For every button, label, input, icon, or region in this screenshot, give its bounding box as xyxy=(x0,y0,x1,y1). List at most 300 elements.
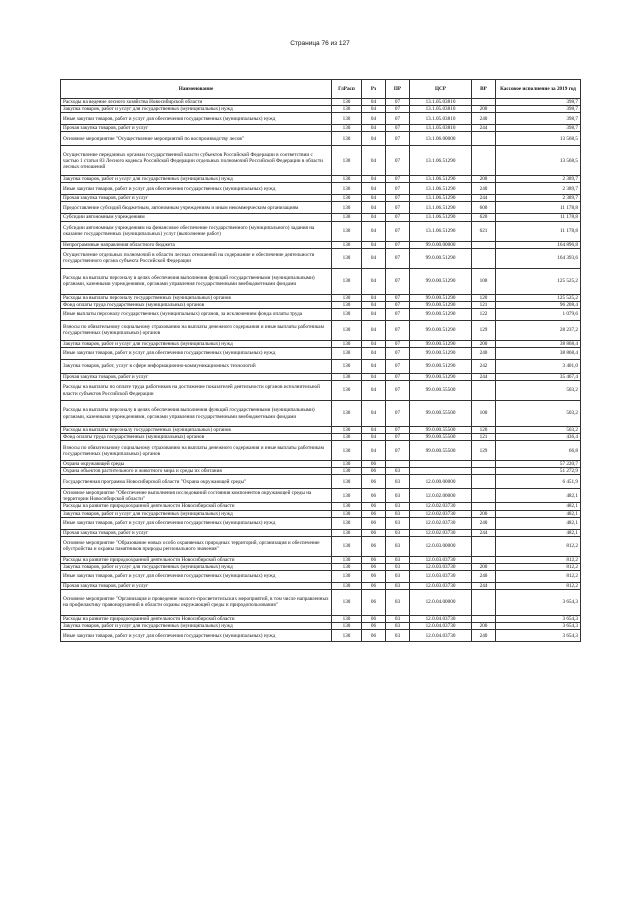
row-rz-cell: 06 xyxy=(362,503,386,510)
table-row xyxy=(61,401,581,427)
row-vr-cell xyxy=(472,536,496,556)
row-amount-cell: 482,1 xyxy=(496,503,581,510)
row-amount-cell: 482,1 xyxy=(496,510,581,517)
row-glrasp-cell: 130 xyxy=(332,248,362,268)
row-rz-cell: 06 xyxy=(362,510,386,517)
row-name-cell: Предоставление субсидий бюджетным, автономным учреждениям и иным некоммерческим организациям xyxy=(61,202,332,214)
row-amount-cell: 66,8 xyxy=(496,441,581,461)
row-amount-cell: 125 525,2 xyxy=(496,294,581,301)
row-pr-cell: 07 xyxy=(386,195,410,202)
row-rz-cell: 04 xyxy=(362,434,386,441)
table-row xyxy=(61,517,581,529)
row-rz-cell: 04 xyxy=(362,427,386,434)
table-row xyxy=(61,301,581,308)
row-rz-cell: 06 xyxy=(362,475,386,489)
row-glrasp-cell: 130 xyxy=(332,113,362,125)
row-vr-cell: 244 xyxy=(472,125,496,132)
row-csr-cell: 99.0.00.55500 xyxy=(410,427,472,434)
row-vr-cell: 122 xyxy=(472,308,496,320)
table-row xyxy=(61,441,581,461)
row-amount-cell: 6 451,9 xyxy=(496,475,581,489)
header-vr: ВР xyxy=(472,80,496,99)
row-pr-cell: 07 xyxy=(386,347,410,359)
table-row xyxy=(61,427,581,434)
table-row xyxy=(61,582,581,589)
row-vr-cell xyxy=(472,589,496,615)
table-row xyxy=(61,294,581,301)
row-glrasp-cell: 130 xyxy=(332,589,362,615)
row-vr-cell: 200 xyxy=(472,176,496,183)
row-amount-cell: 812,2 xyxy=(496,563,581,570)
row-vr-cell xyxy=(472,468,496,475)
row-name-cell: Фонд оплаты труда государственных (муниципальных) органов xyxy=(61,434,332,441)
row-vr-cell: 242 xyxy=(472,359,496,373)
row-csr-cell: 13.1.06.51290 xyxy=(410,183,472,195)
table-row xyxy=(61,503,581,510)
row-name-cell: Иные выплаты персоналу государственных (муниципальных) органов, за исключением фонда оплаты труда xyxy=(61,308,332,320)
row-csr-cell xyxy=(410,468,472,475)
row-vr-cell: 240 xyxy=(472,113,496,125)
row-amount-cell: 482,1 xyxy=(496,489,581,503)
row-pr-cell: 03 xyxy=(386,623,410,630)
table-row xyxy=(61,202,581,214)
row-csr-cell: 99.0.00.51290 xyxy=(410,359,472,373)
row-vr-cell: 200 xyxy=(472,340,496,347)
row-pr-cell: 07 xyxy=(386,441,410,461)
row-name-cell: Прочая закупка товаров, работ и услуг xyxy=(61,582,332,589)
row-amount-cell: 13 568,5 xyxy=(496,132,581,146)
row-pr-cell: 07 xyxy=(386,294,410,301)
row-rz-cell: 04 xyxy=(362,183,386,195)
row-glrasp-cell: 130 xyxy=(332,427,362,434)
row-glrasp-cell: 130 xyxy=(332,373,362,380)
row-vr-cell: 200 xyxy=(472,623,496,630)
row-pr-cell: 07 xyxy=(386,214,410,221)
row-pr-cell: 03 xyxy=(386,589,410,615)
row-rz-cell: 06 xyxy=(362,582,386,589)
row-amount-cell: 812,2 xyxy=(496,570,581,582)
row-rz-cell: 06 xyxy=(362,468,386,475)
row-pr-cell: 03 xyxy=(386,475,410,489)
row-glrasp-cell: 130 xyxy=(332,294,362,301)
header-rz: Рз xyxy=(362,80,386,99)
row-name-cell: Прочая закупка товаров, работ и услуг xyxy=(61,195,332,202)
row-vr-cell: 200 xyxy=(472,563,496,570)
table-row xyxy=(61,563,581,570)
row-csr-cell: 12.0.00.00000 xyxy=(410,475,472,489)
row-pr-cell: 07 xyxy=(386,359,410,373)
row-vr-cell: 240 xyxy=(472,570,496,582)
row-csr-cell: 99.0.00.51290 xyxy=(410,294,472,301)
row-amount-cell: 812,2 xyxy=(496,556,581,563)
table-row xyxy=(61,510,581,517)
row-amount-cell: 482,1 xyxy=(496,529,581,536)
row-rz-cell: 04 xyxy=(362,301,386,308)
row-pr-cell: 07 xyxy=(386,132,410,146)
row-glrasp-cell: 130 xyxy=(332,340,362,347)
table-row xyxy=(61,214,581,221)
row-glrasp-cell: 130 xyxy=(332,401,362,427)
row-name-cell: Расходы на выплаты по оплате труда работников на достижение показателей деятельности органов исполнительной власти субъектов Российской Федерации xyxy=(61,381,332,401)
row-glrasp-cell: 130 xyxy=(332,434,362,441)
row-pr-cell: 07 xyxy=(386,241,410,248)
header-name: Наименование xyxy=(61,80,332,99)
row-glrasp-cell: 130 xyxy=(332,221,362,241)
row-amount-cell: 398,7 xyxy=(496,125,581,132)
row-rz-cell: 04 xyxy=(362,132,386,146)
row-rz-cell: 06 xyxy=(362,529,386,536)
row-rz-cell: 04 xyxy=(362,401,386,427)
row-amount-cell: 3 654,3 xyxy=(496,615,581,622)
row-rz-cell: 04 xyxy=(362,359,386,373)
row-name-cell: Иные закупки товаров, работ и услуг для обеспечения государственных (муниципальных) нужд xyxy=(61,113,332,125)
row-glrasp-cell: 130 xyxy=(332,202,362,214)
row-vr-cell xyxy=(472,241,496,248)
row-csr-cell: 12.0.02.03730 xyxy=(410,529,472,536)
row-pr-cell: 07 xyxy=(386,308,410,320)
row-rz-cell: 04 xyxy=(362,99,386,106)
row-amount-cell: 812,2 xyxy=(496,536,581,556)
row-pr-cell: 07 xyxy=(386,373,410,380)
row-pr-cell: 07 xyxy=(386,99,410,106)
row-amount-cell: 38 868,4 xyxy=(496,347,581,359)
row-pr-cell: 07 xyxy=(386,268,410,294)
row-name-cell: Основное мероприятие "Образование новых особо охраняемых природных территорий, организация и обеспечение обустройства и охраны памятников природы регионального значения" xyxy=(61,536,332,556)
row-vr-cell: 129 xyxy=(472,441,496,461)
row-vr-cell: 244 xyxy=(472,195,496,202)
row-amount-cell: 1 079,6 xyxy=(496,308,581,320)
row-amount-cell: 3 654,3 xyxy=(496,623,581,630)
table-row xyxy=(61,570,581,582)
table-row xyxy=(61,268,581,294)
row-name-cell: Основное мероприятие "Организация и проведение эколого-просветительских мероприятий, в том числе направленных на профилактику правонарушений в области охраны окружающей среды и природопользования" xyxy=(61,589,332,615)
row-vr-cell: 240 xyxy=(472,630,496,642)
row-name-cell: Осуществление отдельных полномочий в области лесных отношений на содержание и обеспечение деятельности государственного органа субъекта Российской Федерации xyxy=(61,248,332,268)
table-row xyxy=(61,529,581,536)
row-vr-cell: 200 xyxy=(472,106,496,113)
row-csr-cell: 13.1.06.51290 xyxy=(410,214,472,221)
table-row xyxy=(61,248,581,268)
row-vr-cell: 621 xyxy=(472,221,496,241)
row-name-cell: Непрограммные направления областного бюджета xyxy=(61,241,332,248)
row-name-cell: Закупка товаров, работ и услуг для государственных (муниципальных) нужд xyxy=(61,176,332,183)
table-row xyxy=(61,132,581,146)
row-pr-cell: 03 xyxy=(386,570,410,582)
row-amount-cell: 35 467,4 xyxy=(496,373,581,380)
row-pr-cell: 07 xyxy=(386,427,410,434)
row-vr-cell: 100 xyxy=(472,401,496,427)
row-csr-cell: 12.0.03.03730 xyxy=(410,582,472,589)
row-glrasp-cell: 130 xyxy=(332,176,362,183)
row-amount-cell: 11 178,8 xyxy=(496,214,581,221)
row-vr-cell xyxy=(472,248,496,268)
row-pr-cell: 07 xyxy=(386,113,410,125)
row-csr-cell: 12.0.04.03730 xyxy=(410,615,472,622)
table-row xyxy=(61,468,581,475)
row-name-cell: Взносы по обязательному социальному страхованию на выплаты денежного содержания и иные выплаты работникам государственных (муниципальных) органов xyxy=(61,320,332,340)
row-rz-cell: 06 xyxy=(362,489,386,503)
row-pr-cell: 03 xyxy=(386,556,410,563)
table-row xyxy=(61,176,581,183)
row-pr-cell: 03 xyxy=(386,630,410,642)
row-rz-cell: 06 xyxy=(362,536,386,556)
row-amount-cell: 11 178,8 xyxy=(496,202,581,214)
row-rz-cell: 06 xyxy=(362,570,386,582)
row-name-cell: Расходы на ведение лесного хозяйства Новосибирской области xyxy=(61,99,332,106)
row-glrasp-cell: 130 xyxy=(332,503,362,510)
table-row xyxy=(61,589,581,615)
row-glrasp-cell: 130 xyxy=(332,320,362,340)
row-vr-cell xyxy=(472,381,496,401)
row-csr-cell: 99.0.00.55500 xyxy=(410,401,472,427)
row-csr-cell: 13.1.06.51290 xyxy=(410,146,472,176)
row-pr-cell: 03 xyxy=(386,615,410,622)
row-amount-cell: 2 389,7 xyxy=(496,183,581,195)
row-name-cell: Субсидии автономным учреждениям xyxy=(61,214,332,221)
row-glrasp-cell: 130 xyxy=(332,563,362,570)
table-row xyxy=(61,461,581,468)
row-name-cell: Прочая закупка товаров, работ и услуг xyxy=(61,373,332,380)
row-pr-cell: 07 xyxy=(386,221,410,241)
row-amount-cell: 3 654,3 xyxy=(496,589,581,615)
row-pr-cell: 03 xyxy=(386,517,410,529)
row-csr-cell: 99.0.00.55500 xyxy=(410,441,472,461)
row-rz-cell: 04 xyxy=(362,320,386,340)
row-rz-cell: 04 xyxy=(362,373,386,380)
row-csr-cell: 12.0.03.03730 xyxy=(410,570,472,582)
row-rz-cell: 04 xyxy=(362,308,386,320)
table-row xyxy=(61,146,581,176)
row-name-cell: Закупка товаров, работ и услуг для государственных (муниципальных) нужд xyxy=(61,563,332,570)
row-rz-cell: 04 xyxy=(362,202,386,214)
row-amount-cell: 2 389,7 xyxy=(496,195,581,202)
row-name-cell: Закупка товаров, работ и услуг для государственных (муниципальных) нужд xyxy=(61,510,332,517)
row-name-cell: Закупка товаров, работ и услуг для государственных (муниципальных) нужд xyxy=(61,340,332,347)
row-glrasp-cell: 130 xyxy=(332,582,362,589)
row-glrasp-cell: 130 xyxy=(332,489,362,503)
row-glrasp-cell: 130 xyxy=(332,132,362,146)
row-glrasp-cell: 130 xyxy=(332,468,362,475)
row-csr-cell: 99.0.00.55500 xyxy=(410,434,472,441)
row-pr-cell: 07 xyxy=(386,176,410,183)
table-row xyxy=(61,183,581,195)
row-rz-cell: 04 xyxy=(362,221,386,241)
row-csr-cell: 12.0.02.03730 xyxy=(410,517,472,529)
row-vr-cell xyxy=(472,489,496,503)
row-rz-cell: 04 xyxy=(362,441,386,461)
row-glrasp-cell: 130 xyxy=(332,241,362,248)
row-name-cell: Иные закупки товаров, работ и услуг для обеспечения государственных (муниципальных) нужд xyxy=(61,570,332,582)
row-glrasp-cell: 130 xyxy=(332,146,362,176)
row-glrasp-cell: 130 xyxy=(332,536,362,556)
row-vr-cell: 121 xyxy=(472,434,496,441)
row-rz-cell: 04 xyxy=(362,381,386,401)
row-amount-cell: 503,2 xyxy=(496,401,581,427)
row-glrasp-cell: 130 xyxy=(332,301,362,308)
row-rz-cell: 06 xyxy=(362,461,386,468)
row-vr-cell: 100 xyxy=(472,268,496,294)
row-rz-cell: 04 xyxy=(362,113,386,125)
row-name-cell: Охрана объектов растительного и животного мира и среды их обитания xyxy=(61,468,332,475)
row-pr-cell: 07 xyxy=(386,381,410,401)
row-glrasp-cell: 130 xyxy=(332,308,362,320)
row-rz-cell: 04 xyxy=(362,214,386,221)
table-row xyxy=(61,113,581,125)
row-name-cell: Расходы на развитие природоохранной деятельности Новосибирской области xyxy=(61,556,332,563)
budget-execution-table xyxy=(60,79,581,642)
row-amount-cell: 398,7 xyxy=(496,113,581,125)
row-vr-cell xyxy=(472,146,496,176)
row-glrasp-cell: 130 xyxy=(332,195,362,202)
row-amount-cell: 503,2 xyxy=(496,381,581,401)
row-glrasp-cell: 130 xyxy=(332,461,362,468)
row-name-cell: Иные закупки товаров, работ и услуг для обеспечения государственных (муниципальных) нужд xyxy=(61,347,332,359)
row-pr-cell: 07 xyxy=(386,340,410,347)
row-glrasp-cell: 130 xyxy=(332,556,362,563)
row-csr-cell: 99.0.00.51290 xyxy=(410,340,472,347)
row-glrasp-cell: 130 xyxy=(332,475,362,489)
row-pr-cell: 03 xyxy=(386,489,410,503)
row-csr-cell: 12.0.04.03730 xyxy=(410,623,472,630)
header-glrasp: ГлРасп xyxy=(332,80,362,99)
row-glrasp-cell: 130 xyxy=(332,630,362,642)
row-amount-cell: 398,7 xyxy=(496,99,581,106)
header-amount: Кассовое исполнение за 2019 год xyxy=(496,80,581,99)
row-rz-cell: 04 xyxy=(362,248,386,268)
table-row xyxy=(61,340,581,347)
row-csr-cell: 13.1.05.03810 xyxy=(410,99,472,106)
row-name-cell: Прочая закупка товаров, работ и услуг xyxy=(61,125,332,132)
row-pr-cell: 03 xyxy=(386,503,410,510)
row-amount-cell: 28 237,2 xyxy=(496,320,581,340)
row-csr-cell: 13.1.06.51290 xyxy=(410,202,472,214)
row-glrasp-cell: 130 xyxy=(332,106,362,113)
row-glrasp-cell: 130 xyxy=(332,99,362,106)
row-amount-cell: 503,2 xyxy=(496,427,581,434)
header-pr: ПР xyxy=(386,80,410,99)
row-rz-cell: 06 xyxy=(362,563,386,570)
row-glrasp-cell: 130 xyxy=(332,517,362,529)
row-pr-cell: 03 xyxy=(386,529,410,536)
row-glrasp-cell: 130 xyxy=(332,125,362,132)
row-vr-cell xyxy=(472,99,496,106)
row-amount-cell: 436,4 xyxy=(496,434,581,441)
row-name-cell: Прочая закупка товаров, работ и услуг xyxy=(61,529,332,536)
row-amount-cell: 13 568,5 xyxy=(496,146,581,176)
row-pr-cell: 03 xyxy=(386,563,410,570)
table-row xyxy=(61,536,581,556)
row-pr-cell: 07 xyxy=(386,434,410,441)
row-csr-cell: 13.1.06.51290 xyxy=(410,221,472,241)
row-vr-cell: 129 xyxy=(472,320,496,340)
row-amount-cell: 57 220,7 xyxy=(496,461,581,468)
row-name-cell: Расходы на выплаты персоналу государственных (муниципальных) органов xyxy=(61,294,332,301)
row-csr-cell: 12.0.03.00000 xyxy=(410,536,472,556)
row-vr-cell: 121 xyxy=(472,301,496,308)
row-csr-cell: 13.1.05.03810 xyxy=(410,125,472,132)
row-csr-cell: 13.1.05.03810 xyxy=(410,113,472,125)
row-name-cell: Расходы на выплаты персоналу в целях обеспечения выполнения функций государственными (муниципальными) органами, казенными учреждениями, органами управления государственными внебюджетными фондами xyxy=(61,401,332,427)
row-rz-cell: 04 xyxy=(362,347,386,359)
row-name-cell: Государственная программа Новосибирской области "Охрана окружающей среды" xyxy=(61,475,332,489)
row-csr-cell: 13.1.06.00000 xyxy=(410,132,472,146)
row-amount-cell: 164 896,8 xyxy=(496,241,581,248)
table-row xyxy=(61,221,581,241)
row-pr-cell: 03 xyxy=(386,468,410,475)
row-csr-cell: 99.0.00.51290 xyxy=(410,347,472,359)
table-row xyxy=(61,623,581,630)
row-pr-cell: 03 xyxy=(386,582,410,589)
row-vr-cell: 240 xyxy=(472,183,496,195)
row-name-cell: Расходы на выплаты персоналу государственных (муниципальных) органов xyxy=(61,427,332,434)
row-name-cell: Субсидии автономным учреждениям на финансовое обеспечение государственного (муниципального) задания на оказание государственных (муниципальных) услуг (выполнение работ) xyxy=(61,221,332,241)
row-rz-cell: 04 xyxy=(362,176,386,183)
row-name-cell: Взносы по обязательному социальному страхованию на выплаты денежного содержания и иные выплаты работникам государственных (муниципальных) органов xyxy=(61,441,332,461)
row-csr-cell: 13.1.05.03810 xyxy=(410,106,472,113)
row-amount-cell: 51 272,9 xyxy=(496,468,581,475)
row-rz-cell: 06 xyxy=(362,556,386,563)
row-pr-cell: 07 xyxy=(386,202,410,214)
row-glrasp-cell: 130 xyxy=(332,529,362,536)
table-row xyxy=(61,615,581,622)
row-name-cell: Основное мероприятие "Обеспечение выполнения исследований состояния компонентов окружающей среды на территории Новосибирской области" xyxy=(61,489,332,503)
row-rz-cell: 04 xyxy=(362,125,386,132)
row-vr-cell xyxy=(472,475,496,489)
table-header-row xyxy=(61,80,581,99)
table-row xyxy=(61,556,581,563)
row-pr-cell: 07 xyxy=(386,401,410,427)
row-glrasp-cell: 130 xyxy=(332,214,362,221)
row-name-cell: Иные закупки товаров, работ и услуг для обеспечения государственных (муниципальных) нужд xyxy=(61,183,332,195)
row-amount-cell: 3 654,3 xyxy=(496,630,581,642)
table-row xyxy=(61,195,581,202)
row-vr-cell: 200 xyxy=(472,510,496,517)
row-glrasp-cell: 130 xyxy=(332,510,362,517)
row-glrasp-cell: 130 xyxy=(332,623,362,630)
row-amount-cell: 2 389,7 xyxy=(496,176,581,183)
row-pr-cell: 07 xyxy=(386,183,410,195)
row-amount-cell: 3 401,0 xyxy=(496,359,581,373)
row-name-cell: Охрана окружающей среды xyxy=(61,461,332,468)
row-rz-cell: 04 xyxy=(362,294,386,301)
row-csr-cell: 99.0.00.51290 xyxy=(410,373,472,380)
page-number-label: Страница 76 из 127 xyxy=(290,40,350,47)
row-pr-cell: 03 xyxy=(386,536,410,556)
row-rz-cell: 04 xyxy=(362,340,386,347)
row-pr-cell xyxy=(386,461,410,468)
row-pr-cell: 07 xyxy=(386,146,410,176)
row-name-cell: Расходы на выплаты персоналу в целях обеспечения выполнения функций государственными (муниципальными) органами, казенными учреждениями, органами управления государственными внебюджетными фондами xyxy=(61,268,332,294)
row-name-cell: Закупка товаров, работ и услуг для государственных (муниципальных) нужд xyxy=(61,106,332,113)
row-vr-cell xyxy=(472,615,496,622)
row-csr-cell: 12.0.02.03730 xyxy=(410,503,472,510)
row-csr-cell: 99.0.00.00000 xyxy=(410,241,472,248)
table-row xyxy=(61,630,581,642)
table-row xyxy=(61,106,581,113)
row-name-cell: Осуществление переданных органам государственной власти субъектов Российской Федерации в соответствии с частью 1 статьи 83 Лесного кодекса Российской Федерации отдельных полномочий Российской Федерации в области лесных отношений xyxy=(61,146,332,176)
row-amount-cell: 164 393,6 xyxy=(496,248,581,268)
row-glrasp-cell: 130 xyxy=(332,347,362,359)
table-row xyxy=(61,347,581,359)
table-row xyxy=(61,125,581,132)
row-csr-cell: 99.0.00.51290 xyxy=(410,268,472,294)
row-pr-cell: 03 xyxy=(386,510,410,517)
table-row xyxy=(61,241,581,248)
row-rz-cell: 04 xyxy=(362,241,386,248)
row-name-cell: Иные закупки товаров, работ и услуг для обеспечения государственных (муниципальных) нужд xyxy=(61,630,332,642)
row-rz-cell: 04 xyxy=(362,195,386,202)
row-csr-cell: 12.0.03.03730 xyxy=(410,563,472,570)
